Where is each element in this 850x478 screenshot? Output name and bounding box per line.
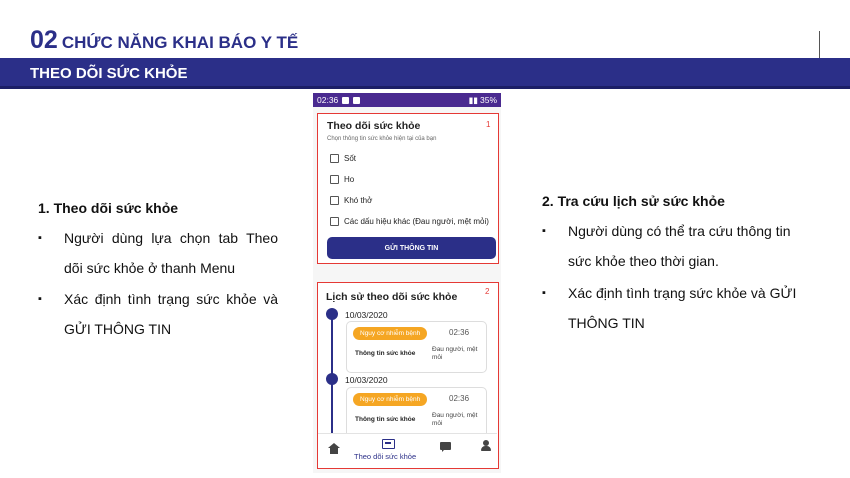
bottom-nav xyxy=(318,433,497,467)
history-entry[interactable] xyxy=(346,321,487,373)
bullet-text: Xác định tình trạng sức khỏe và GỬI THÔNG TIN xyxy=(568,285,797,331)
list-item xyxy=(542,217,814,276)
section-band xyxy=(0,58,850,89)
checkbox[interactable] xyxy=(330,217,339,226)
bullet-text: Người dùng có thể tra cứu thông tin sức khỏe theo thời gian. xyxy=(568,223,791,269)
send-info-button[interactable]: GỬI THÔNG TIN xyxy=(327,237,496,259)
list-item xyxy=(38,224,278,283)
checkbox[interactable] xyxy=(330,196,339,205)
risk-badge: Nguy cơ nhiễm bệnh xyxy=(353,327,427,340)
status-bar xyxy=(313,93,501,107)
battery-level: 35% xyxy=(479,95,497,105)
checkbox[interactable] xyxy=(330,154,339,163)
form-title: Theo dõi sức khỏe xyxy=(327,120,421,132)
left-bullet-list xyxy=(38,224,278,344)
health-dashboard-icon[interactable] xyxy=(382,439,395,449)
notification-icon xyxy=(342,97,349,104)
entry-time: 02:36 xyxy=(449,394,470,403)
history-date: 10/03/2020 xyxy=(345,310,388,320)
health-form-card xyxy=(317,113,499,264)
option-label: Khó thở xyxy=(344,196,373,205)
user-icon[interactable] xyxy=(481,440,491,452)
option-fever[interactable] xyxy=(330,154,356,163)
timeline-dot xyxy=(326,373,338,385)
option-label: Sốt xyxy=(344,154,357,163)
option-shortness-of-breath[interactable] xyxy=(330,196,372,205)
timeline-dot xyxy=(326,308,338,320)
right-section-heading: 2. Tra cứu lịch sử sức khỏe xyxy=(542,193,725,209)
chat-icon[interactable] xyxy=(440,442,451,450)
signal-icon: ▮▮ xyxy=(468,94,478,105)
home-icon[interactable] xyxy=(328,443,340,454)
history-title: Lịch sử theo dõi sức khỏe xyxy=(326,291,458,303)
annotation-marker-1: 1 xyxy=(486,120,491,129)
slide-title-text: CHỨC NĂNG KHAI BÁO Y TẾ xyxy=(61,33,299,52)
entry-value: Đau người, mệt mỏi xyxy=(432,412,478,427)
annotation-marker-2: 2 xyxy=(485,287,490,296)
section-band-title: THEO DÕI SỨC KHỎE xyxy=(30,65,188,82)
entry-time: 02:36 xyxy=(449,328,470,337)
left-section-heading: 1. Theo dõi sức khỏe xyxy=(38,200,179,216)
nav-item-health-tracking[interactable]: Theo dõi sức khỏe xyxy=(354,452,417,461)
slide-title xyxy=(30,26,298,55)
list-item xyxy=(542,279,814,338)
list-item xyxy=(38,285,278,344)
slide-number: 02 xyxy=(30,26,58,54)
option-other-symptoms[interactable] xyxy=(330,217,489,226)
status-time: 02:36 xyxy=(317,95,339,105)
bullet-icon: ▪ xyxy=(38,293,42,305)
entry-value: Đau người, mệt mỏi xyxy=(432,346,478,361)
option-label: Các dấu hiệu khác (Đau người, mệt mỏi) xyxy=(344,217,489,226)
health-history-card xyxy=(317,282,499,469)
phone-screenshot xyxy=(313,93,501,473)
entry-label: Thông tin sức khỏe xyxy=(355,350,416,357)
bullet-text: Xác định tình trạng sức khỏe và GỬI THÔNG TIN xyxy=(64,291,278,337)
history-entry[interactable] xyxy=(346,387,487,439)
right-section xyxy=(542,193,814,338)
right-bullet-list xyxy=(542,217,814,338)
bullet-icon: ▪ xyxy=(542,287,546,299)
title-divider xyxy=(819,31,820,59)
option-cough[interactable] xyxy=(330,175,354,184)
app-notification-icon xyxy=(353,97,360,104)
bullet-icon: ▪ xyxy=(542,225,546,237)
bullet-icon: ▪ xyxy=(38,232,42,244)
risk-badge: Nguy cơ nhiễm bệnh xyxy=(353,393,427,406)
checkbox[interactable] xyxy=(330,175,339,184)
option-label: Ho xyxy=(344,175,355,184)
form-subtitle: Chọn thông tin sức khỏe hiện tại của bạn xyxy=(327,136,437,142)
bullet-text: Người dùng lựa chọn tab Theo dõi sức khỏe ở thanh Menu xyxy=(64,230,278,276)
left-section xyxy=(38,200,278,344)
entry-label: Thông tin sức khỏe xyxy=(355,416,416,423)
history-date: 10/03/2020 xyxy=(345,375,388,385)
